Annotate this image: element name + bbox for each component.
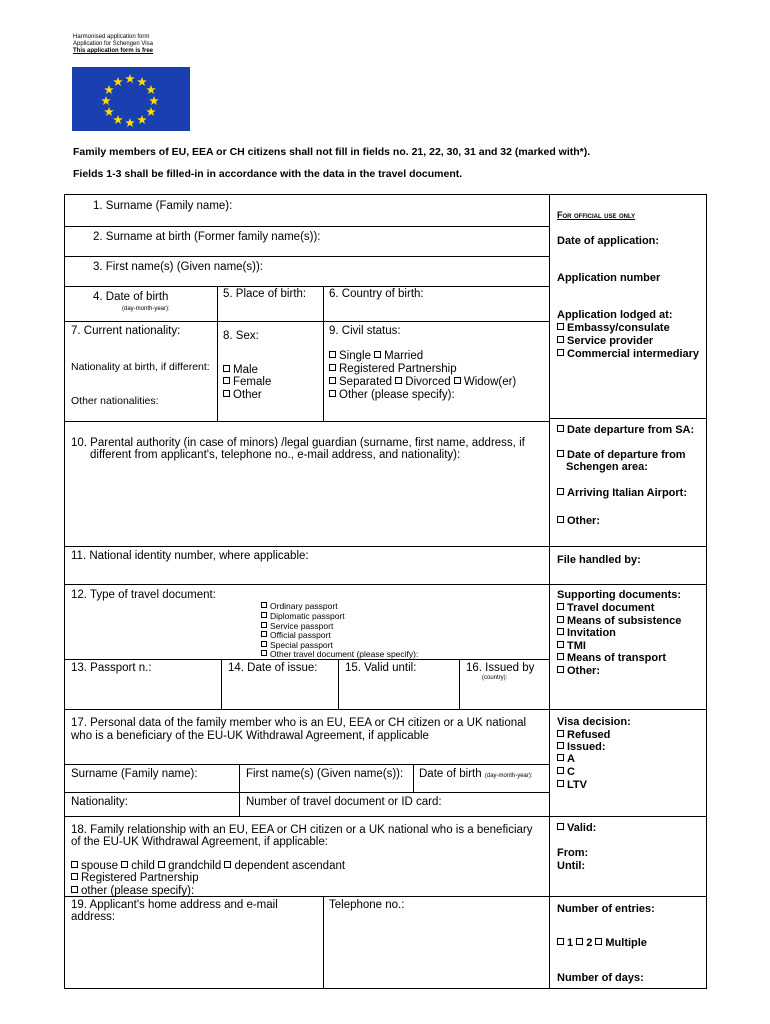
support-other: Other:: [557, 665, 600, 678]
checkbox-icon: [71, 873, 78, 880]
field-17-first-names[interactable]: First name(s) (Given name(s)):: [246, 768, 404, 780]
sex-option-other[interactable]: Other: [223, 389, 262, 402]
checkbox-icon: [261, 641, 267, 647]
checkbox-icon: [557, 450, 564, 457]
form-subtitle-2: Application for Schengen Visa: [73, 41, 153, 47]
checkbox-icon: [557, 323, 564, 330]
field-7-other-nationalities[interactable]: Other nationalities:: [71, 395, 159, 407]
civil-status-line-1[interactable]: Single Married: [329, 350, 423, 363]
field-9-civil-status: 9. Civil status:: [329, 325, 401, 337]
checkbox-icon: [71, 861, 78, 868]
fields-note: Fields 1-3 shall be filled-in in accordance with the data in the travel document.: [73, 168, 463, 180]
checkbox-icon: [557, 616, 564, 623]
checkbox-icon: [557, 730, 564, 737]
checkbox-icon: [223, 365, 230, 372]
form-free-note: This application form is free: [73, 48, 154, 54]
valid-from-label: From:: [557, 847, 589, 859]
checkbox-icon: [557, 938, 564, 945]
field-16-hint: (country):: [482, 675, 508, 681]
lodged-embassy: Embassy/consulate: [557, 322, 670, 335]
number-of-entries-label: Number of entries:: [557, 903, 655, 915]
checkbox-icon: [261, 602, 267, 608]
checkbox-icon: [158, 861, 165, 868]
support-tmi: TMI: [557, 640, 586, 653]
field-16-issued-by[interactable]: 16. Issued by: [466, 662, 535, 674]
application-lodged-label: Application lodged at:: [557, 309, 673, 321]
checkbox-icon: [329, 377, 336, 384]
field-3-first-names[interactable]: 3. First name(s) (Given name(s)):: [93, 261, 263, 273]
checkbox-icon: [595, 938, 602, 945]
checkbox-icon: [557, 754, 564, 761]
field-19-telephone[interactable]: Telephone no.:: [329, 899, 405, 911]
doc-option-diplomatic[interactable]: Diplomatic passport: [261, 612, 345, 622]
checkbox-icon: [454, 377, 461, 384]
field-17-date-of-birth[interactable]: Date of birth (day-month-year):: [419, 768, 533, 780]
checkbox-icon: [121, 861, 128, 868]
support-means-of-subsistence: Means of subsistence: [557, 615, 681, 628]
field-4-date-of-birth[interactable]: 4. Date of birth: [93, 291, 169, 303]
doc-option-special[interactable]: Special passport: [261, 641, 333, 651]
field-14-date-of-issue[interactable]: 14. Date of issue:: [228, 662, 318, 674]
field-7-current-nationality[interactable]: 7. Current nationality:: [71, 325, 181, 337]
visa-type-c: C: [557, 766, 575, 779]
field-4-hint: (day-month-year):: [122, 306, 170, 312]
doc-option-official[interactable]: Official passport: [261, 631, 331, 641]
doc-option-ordinary[interactable]: Ordinary passport: [261, 602, 338, 612]
arriving-italian-airport: Arriving Italian Airport:: [557, 487, 687, 500]
date-departure-schengen: Date of departure from: [557, 449, 686, 462]
field-17-nationality[interactable]: Nationality:: [71, 796, 128, 808]
valid-label: Valid:: [557, 822, 596, 835]
checkbox-icon: [329, 390, 336, 397]
field-15-valid-until[interactable]: 15. Valid until:: [345, 662, 417, 674]
visa-refused: Refused: [557, 729, 610, 742]
checkbox-icon: [557, 488, 564, 495]
date-departure-schengen-2: Schengen area:: [566, 461, 648, 473]
field-7-nationality-at-birth[interactable]: Nationality at birth, if different:: [71, 361, 210, 373]
checkbox-icon: [329, 364, 336, 371]
checkbox-icon: [224, 861, 231, 868]
checkbox-icon: [557, 767, 564, 774]
valid-until-label: Until:: [557, 860, 586, 872]
field-10-parental-authority[interactable]: 10. Parental authority (in case of minors) /legal guardian (surname, first name, address, if: [71, 437, 525, 449]
field-12-travel-document: 12. Type of travel document:: [71, 589, 216, 601]
field-1-surname[interactable]: 1. Surname (Family name):: [93, 200, 233, 212]
field-6-country-of-birth[interactable]: 6. Country of birth:: [329, 288, 424, 300]
field-17-document-number[interactable]: Number of travel document or ID card:: [246, 796, 442, 808]
form-subtitle-1: Harmonised application form: [73, 34, 150, 40]
date-of-application-label: Date of application:: [557, 235, 660, 247]
field-18-family-relationship: 18. Family relationship with an EU, EEA or CH citizen or a UK national who is a beneficiary: [71, 824, 533, 836]
checkbox-icon: [223, 377, 230, 384]
field-10-line-2: different from applicant's, telephone no., e-mail address, and nationality):: [90, 449, 461, 461]
number-of-days-label: Number of days:: [557, 972, 644, 984]
checkbox-icon: [557, 742, 564, 749]
field-19-home-address[interactable]: 19. Applicant's home address and e-mail: [71, 899, 278, 911]
checkbox-icon: [557, 336, 564, 343]
checkbox-icon: [557, 516, 564, 523]
checkbox-icon: [557, 641, 564, 648]
checkbox-icon: [557, 780, 564, 787]
checkbox-icon: [557, 628, 564, 635]
checkbox-icon: [374, 351, 381, 358]
checkbox-icon: [557, 823, 564, 830]
support-travel-document: Travel document: [557, 602, 654, 615]
visa-type-a: A: [557, 753, 575, 766]
checkbox-icon: [557, 425, 564, 432]
checkbox-icon: [261, 631, 267, 637]
visa-type-ltv: LTV: [557, 779, 587, 792]
checkbox-icon: [576, 938, 583, 945]
checkbox-icon: [557, 603, 564, 610]
entries-options: 1 2 Multiple: [557, 937, 647, 950]
checkbox-icon: [557, 666, 564, 673]
supporting-documents-label: Supporting documents:: [557, 589, 682, 601]
checkbox-icon: [261, 612, 267, 618]
field-18-line-2: of the EU-UK Withdrawal Agreement, if applicable:: [71, 836, 328, 848]
file-handled-by-label: File handled by:: [557, 554, 641, 566]
checkbox-icon: [395, 377, 402, 384]
official-other: Other:: [557, 515, 600, 528]
support-invitation: Invitation: [557, 627, 616, 640]
field-5-place-of-birth[interactable]: 5. Place of birth:: [223, 288, 307, 300]
relationship-registered-partnership[interactable]: Registered Partnership: [71, 872, 199, 885]
civil-status-line-4[interactable]: Other (please specify):: [329, 389, 455, 402]
checkbox-icon: [557, 653, 564, 660]
relationship-other[interactable]: other (please specify):: [71, 885, 194, 898]
eu-stars-icon: [72, 67, 190, 131]
field-2-surname-at-birth[interactable]: 2. Surname at birth (Former family name(s)):: [93, 231, 321, 243]
checkbox-icon: [223, 390, 230, 397]
field-8-sex: 8. Sex:: [223, 330, 259, 342]
date-departure-sa: Date departure from SA:: [557, 424, 694, 437]
civil-status-line-2[interactable]: Registered Partnership: [329, 363, 457, 376]
checkbox-icon: [329, 351, 336, 358]
sex-option-male[interactable]: Male: [223, 364, 258, 377]
application-number-label: Application number: [557, 272, 661, 284]
field-17-line-2: who is a beneficiary of the EU-UK Withdrawal Agreement, if applicable: [71, 730, 429, 742]
field-17-family-member-data: 17. Personal data of the family member who is an EU, EEA or CH citizen or a UK national: [71, 717, 527, 729]
checkbox-icon: [261, 650, 267, 656]
field-11-national-id[interactable]: 11. National identity number, where applicable:: [71, 550, 309, 562]
visa-issued: Issued:: [557, 741, 606, 754]
lodged-service-provider: Service provider: [557, 335, 653, 348]
checkbox-icon: [557, 349, 564, 356]
family-members-note: Family members of EU, EEA or CH citizens shall not fill in fields no. 21, 22, 30, 31 and 32 (marked with*).: [73, 146, 591, 158]
field-13-passport-number[interactable]: 13. Passport n.:: [71, 662, 152, 674]
eu-flag-logo: [72, 67, 190, 131]
doc-option-service[interactable]: Service passport: [261, 622, 333, 632]
doc-option-other[interactable]: Other travel document (please specify):: [261, 650, 418, 660]
visa-decision-label: Visa decision:: [557, 716, 631, 728]
official-use-heading: For official use only: [557, 210, 636, 220]
field-19-line-2: address:: [71, 911, 116, 923]
lodged-commercial-intermediary: Commercial intermediary: [557, 348, 699, 361]
checkbox-icon: [261, 622, 267, 628]
civil-status-line-3[interactable]: Separated Divorced Widow(er): [329, 376, 516, 389]
support-means-of-transport: Means of transport: [557, 652, 666, 665]
relationship-options[interactable]: spouse child grandchild dependent ascendant: [71, 860, 345, 873]
sex-option-female[interactable]: Female: [223, 376, 271, 389]
field-17-surname[interactable]: Surname (Family name):: [71, 768, 198, 780]
checkbox-icon: [71, 886, 78, 893]
